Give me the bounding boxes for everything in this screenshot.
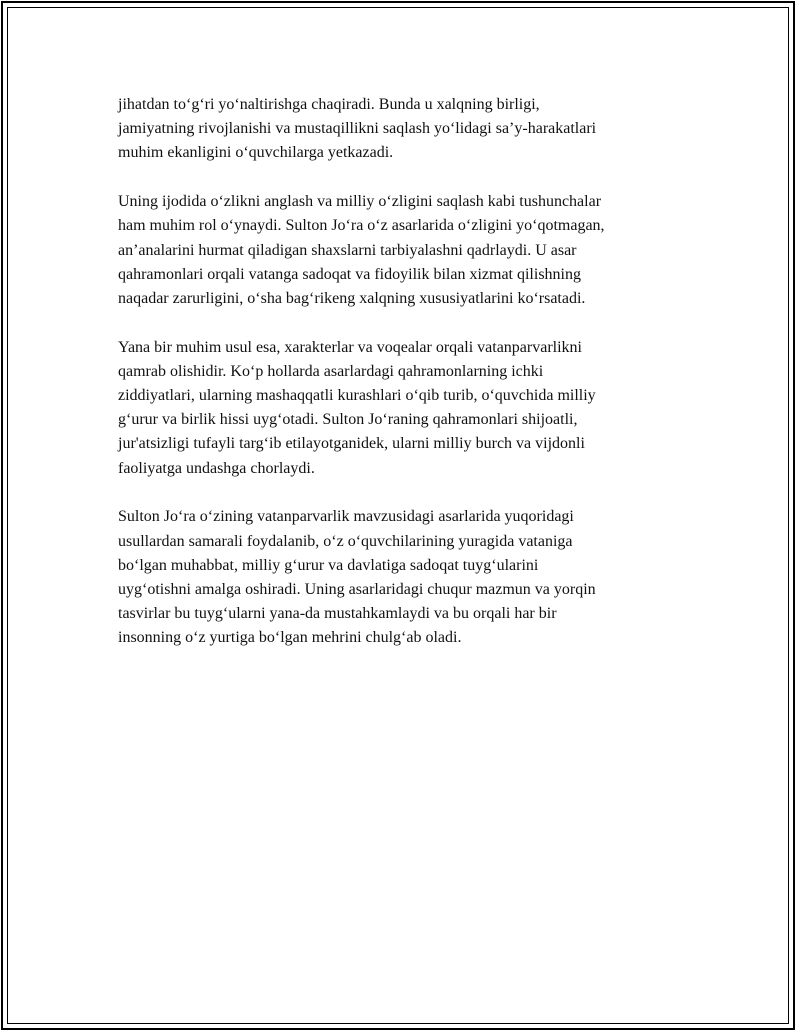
paragraph-4	[118, 505, 698, 650]
text-line: faoliyatga undashga chorlaydi.	[118, 459, 315, 477]
text-line: usullardan samarali foydalanib, o‘z o‘quvchilarining yuragida vataniga	[118, 532, 573, 550]
text-line: g‘urur va birlik hissi uyg‘otadi. Sulton Jo‘raning qahramonlari shijoatli,	[118, 411, 578, 429]
document-body	[118, 93, 698, 675]
paragraph-1	[118, 93, 698, 166]
text-line: tasvirlar bu tuyg‘ularni yana-da mustahkamlaydi va bu orqali har bir	[118, 605, 557, 623]
text-line: jur'atsizligi tufayli targ‘ib etilayotganidek, ularni milliy burch va vijdonli	[118, 435, 585, 453]
text-line: an’analarini hurmat qiladigan shaxslarni tarbiyalashni qadrlaydi. U asar	[118, 241, 577, 259]
text-line: jihatdan to‘g‘ri yo‘naltirishga chaqiradi. Bunda u xalqning birligi,	[118, 96, 540, 113]
text-line: Sulton Jo‘ra o‘zining vatanparvarlik mavzusidagi asarlarida yuqoridagi	[118, 508, 574, 526]
text-line: muhim ekanligini o‘quvchilarga yetkazadi.	[118, 144, 394, 162]
paragraph-2	[118, 190, 698, 311]
text-line: ziddiyatlari, ularning mashaqqatli kurashlari o‘qib turib, o‘quvchida milliy	[118, 387, 596, 405]
text-line: qahramonlari orqali vatanga sadoqat va fidoyilik bilan xizmat qilishning	[118, 265, 581, 283]
text-line: Yana bir muhim usul esa, xarakterlar va voqealar orqali vatanparvarlikni	[118, 338, 582, 356]
paragraph-3	[118, 336, 698, 481]
text-line: naqadar zarurligini, o‘sha bag‘rikeng xalqning xususiyatlarini ko‘rsatadi.	[118, 289, 586, 307]
text-line: Uning ijodida o‘zlikni anglash va milliy o‘zligini saqlash kabi tushunchalar	[118, 193, 602, 211]
text-line: insonning o‘z yurtiga bo‘lgan mehrini chulg‘ab oladi.	[118, 629, 462, 647]
text-line: jamiyatning rivojlanishi va mustaqillikni saqlash yo‘lidagi sa’y-harakatlari	[118, 120, 597, 138]
text-line: bo‘lgan muhabbat, milliy g‘urur va davlatiga sadoqat tuyg‘ularini	[118, 556, 539, 574]
text-line: qamrab olishidir. Ko‘p hollarda asarlardagi qahramonlarning ichki	[118, 362, 544, 380]
text-line: uyg‘otishni amalga oshiradi. Uning asarlaridagi chuqur mazmun va yorqin	[118, 580, 596, 598]
text-line: ham muhim rol o‘ynaydi. Sulton Jo‘ra o‘z asarlarida o‘zligini yo‘qotmagan,	[118, 217, 605, 235]
